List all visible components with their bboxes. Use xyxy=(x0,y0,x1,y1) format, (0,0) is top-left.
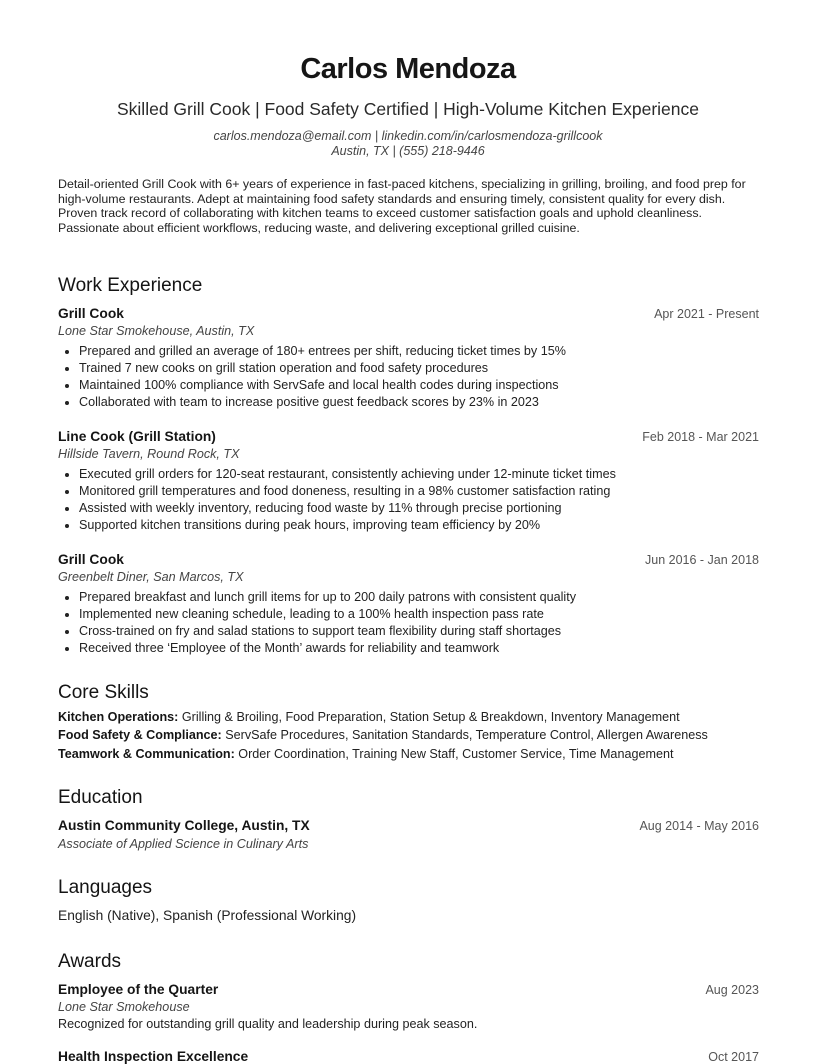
award-title: Employee of the Quarter xyxy=(58,982,219,997)
job-bullet: • Assisted with weekly inventory, reducing food waste by 11% through precise portioning xyxy=(79,500,616,517)
job-header xyxy=(58,429,759,444)
job-bullet: • Trained 7 new cooks on grill station operation and food safety procedures xyxy=(79,360,566,377)
section-title-education: Education xyxy=(58,787,143,808)
job-employer: Greenbelt Diner, San Marcos, TX xyxy=(58,570,244,584)
award-description: Recognized for outstanding grill quality and leadership during peak season. xyxy=(58,1017,478,1031)
award-header xyxy=(58,982,759,997)
award-organization: Lone Star Smokehouse xyxy=(58,1000,190,1014)
award-date: Aug 2023 xyxy=(705,983,759,997)
job-title: Grill Cook xyxy=(58,552,124,567)
job-bullet: • Executed grill orders for 120-seat restaurant, consistently achieving under 12-minute ticket times xyxy=(79,466,616,483)
languages-list: English (Native), Spanish (Professional Working) xyxy=(58,908,357,923)
education-header xyxy=(58,818,759,833)
skill-category: Kitchen Operations: xyxy=(58,710,179,724)
job-bullets xyxy=(58,343,566,411)
skill-values: Order Coordination, Training New Staff, Customer Service, Time Management xyxy=(234,747,674,761)
section-title-core-skills: Core Skills xyxy=(58,682,149,703)
job-bullet: • Prepared breakfast and lunch grill items for up to 200 daily patrons with consistent quality xyxy=(79,589,576,606)
job-title: Line Cook (Grill Station) xyxy=(58,429,216,444)
job-bullet: • Collaborated with team to increase positive guest feedback scores by 23% in 2023 xyxy=(79,394,566,411)
skill-line xyxy=(58,710,680,724)
job-bullets xyxy=(58,589,576,657)
skill-category: Teamwork & Communication: xyxy=(58,747,235,761)
candidate-name: Carlos Mendoza xyxy=(300,53,516,85)
professional-summary: Detail-oriented Grill Cook with 6+ years of experience in fast-paced kitchens, specializing in grilling, broiling, and food prep for high-volume restaurants. Adept at maintaining food safety standards and ensuring timely, consistent quality for every dish. Proven track record of collaborating with kitchen teams to exceed customer satisfaction goals and uphold cleanliness. Passionate about efficient workflows, reducing waste, and delivering exceptional grilled cuisine. xyxy=(58,177,746,235)
job-bullet: • Monitored grill temperatures and food doneness, resulting in a 98% customer satisfaction rating xyxy=(79,483,616,500)
skill-category: Food Safety & Compliance: xyxy=(58,728,222,742)
award-title: Health Inspection Excellence xyxy=(58,1049,249,1064)
contact-line-email-linkedin: carlos.mendoza@email.com | linkedin.com/in/carlosmendoza-grillcook xyxy=(213,129,603,143)
contact-line-location-phone: Austin, TX | (555) 218-9446 xyxy=(331,144,485,158)
skill-line xyxy=(58,728,708,742)
section-title-awards: Awards xyxy=(58,951,122,972)
section-title-languages: Languages xyxy=(58,877,153,898)
job-bullet: • Received three ‘Employee of the Month’ awards for reliability and teamwork xyxy=(79,640,576,657)
skill-values: Grilling & Broiling, Food Preparation, Station Setup & Breakdown, Inventory Management xyxy=(178,710,680,724)
education-school: Austin Community College, Austin, TX xyxy=(58,818,310,833)
job-title: Grill Cook xyxy=(58,306,124,321)
award-header xyxy=(58,1049,759,1064)
job-bullet: • Implemented new cleaning schedule, leading to a 100% health inspection pass rate xyxy=(79,606,576,623)
job-dates: Apr 2021 - Present xyxy=(654,307,759,321)
education-dates: Aug 2014 - May 2016 xyxy=(639,819,759,833)
job-dates: Feb 2018 - Mar 2021 xyxy=(642,430,759,444)
job-bullets xyxy=(58,466,616,534)
section-title-work-experience: Work Experience xyxy=(58,275,203,296)
job-bullet: • Maintained 100% compliance with ServSafe and local health codes during inspections xyxy=(79,377,566,394)
job-bullet: • Supported kitchen transitions during peak hours, improving team efficiency by 20% xyxy=(79,517,616,534)
candidate-tagline: Skilled Grill Cook | Food Safety Certified | High-Volume Kitchen Experience xyxy=(117,99,699,119)
job-dates: Jun 2016 - Jan 2018 xyxy=(645,553,759,567)
job-header xyxy=(58,552,759,567)
job-employer: Hillside Tavern, Round Rock, TX xyxy=(58,447,240,461)
job-bullet: • Cross-trained on fry and salad stations to support team flexibility during staff shortages xyxy=(79,623,576,640)
job-employer: Lone Star Smokehouse, Austin, TX xyxy=(58,324,255,338)
skill-values: ServSafe Procedures, Sanitation Standards, Temperature Control, Allergen Awareness xyxy=(221,728,708,742)
education-degree: Associate of Applied Science in Culinary Arts xyxy=(58,837,309,851)
skill-line xyxy=(58,747,673,761)
job-header xyxy=(58,306,759,321)
job-bullet: • Prepared and grilled an average of 180+ entrees per shift, reducing ticket times by 15% xyxy=(79,343,566,360)
award-date: Oct 2017 xyxy=(708,1050,759,1064)
